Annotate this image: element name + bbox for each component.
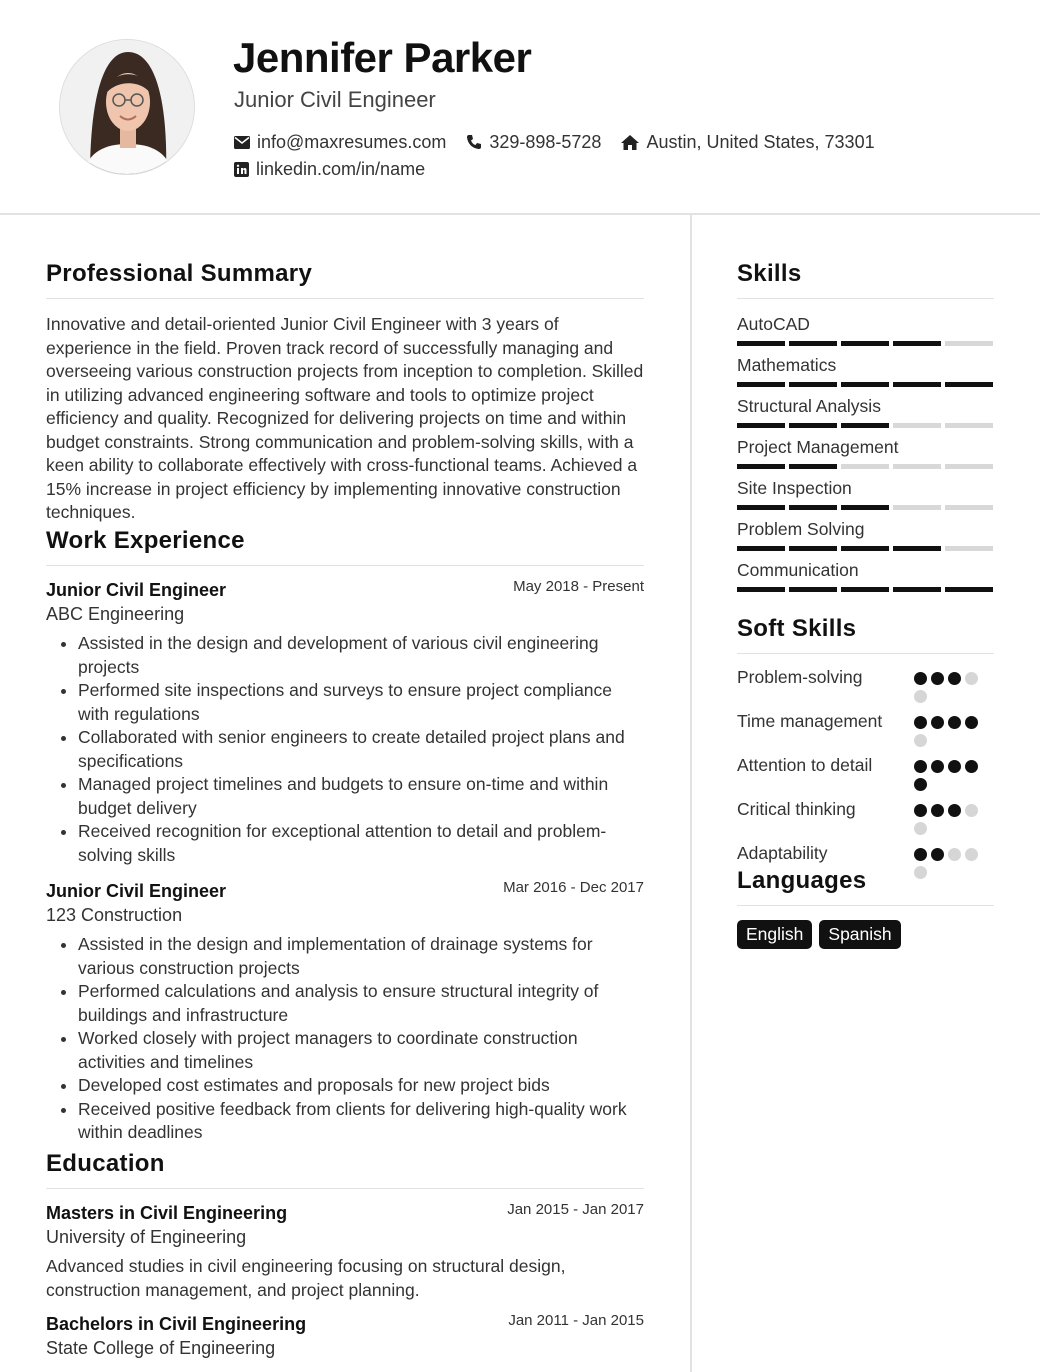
job-dates: May 2018 - Present bbox=[513, 578, 644, 595]
list-item: • Developed cost estimates and proposals for new project bids bbox=[78, 1074, 644, 1098]
skill-name: Mathematics bbox=[737, 355, 837, 375]
skill-level-segment bbox=[945, 587, 993, 592]
profile-photo-icon bbox=[60, 40, 195, 175]
skill-item bbox=[737, 396, 994, 428]
skill-item bbox=[737, 519, 994, 551]
list-item: • Worked closely with project managers to coordinate construction activities and timelines bbox=[78, 1027, 644, 1074]
skill-level-segment bbox=[737, 587, 785, 592]
column-divider bbox=[690, 215, 692, 1372]
skill-level-segment bbox=[945, 505, 993, 510]
soft-skill-rating bbox=[914, 710, 994, 747]
rating-dot bbox=[965, 760, 978, 773]
job-company: 123 Construction bbox=[46, 905, 183, 925]
skill-level-segment bbox=[789, 546, 837, 551]
linkedin-text: linkedin.com/in/name bbox=[256, 158, 426, 179]
skill-name: Project Management bbox=[737, 437, 899, 457]
location-contact bbox=[621, 132, 874, 153]
skill-level-segment bbox=[789, 464, 837, 469]
rating-dot bbox=[914, 760, 927, 773]
section-divider bbox=[46, 565, 644, 566]
linkedin-icon bbox=[234, 162, 249, 177]
rating-dot bbox=[965, 716, 978, 729]
skill-level-segment bbox=[737, 423, 785, 428]
skill-level-bar bbox=[737, 423, 994, 428]
candidate-name: Jennifer Parker bbox=[233, 34, 532, 81]
phone-icon bbox=[466, 134, 482, 150]
soft-skill-rating bbox=[914, 798, 994, 835]
list-item: • Received recognition for exceptional attention to detail and problem-solving skills bbox=[78, 820, 644, 867]
rating-dot bbox=[931, 716, 944, 729]
soft-skill-item bbox=[737, 666, 994, 703]
soft-skill-name: Problem-solving bbox=[737, 667, 863, 687]
rating-dot bbox=[948, 760, 961, 773]
skill-item bbox=[737, 478, 994, 510]
work-experience-section bbox=[46, 527, 644, 1145]
soft-skill-name: Adaptability bbox=[737, 843, 828, 863]
skill-item bbox=[737, 314, 994, 346]
section-heading: Skills bbox=[737, 260, 802, 287]
skills-list bbox=[737, 314, 994, 592]
degree-title: Masters in Civil Engineering bbox=[46, 1203, 288, 1223]
language-badge: English bbox=[737, 920, 812, 949]
rating-dot bbox=[914, 734, 927, 747]
rating-dot bbox=[914, 716, 927, 729]
skill-item bbox=[737, 355, 994, 387]
education-dates: Jan 2015 - Jan 2017 bbox=[507, 1201, 644, 1218]
skill-level-segment bbox=[789, 341, 837, 346]
soft-skills-section bbox=[737, 615, 994, 886]
skill-level-segment bbox=[893, 587, 941, 592]
languages-section bbox=[737, 867, 994, 949]
school-name: State College of Engineering bbox=[46, 1338, 276, 1358]
skill-name: Communication bbox=[737, 560, 859, 580]
email-contact[interactable] bbox=[234, 132, 446, 153]
skill-level-bar bbox=[737, 341, 994, 346]
section-divider bbox=[46, 1188, 644, 1189]
rating-dot bbox=[931, 848, 944, 861]
skill-level-segment bbox=[737, 341, 785, 346]
rating-dot bbox=[914, 822, 927, 835]
job-entry bbox=[46, 580, 644, 867]
skill-level-segment bbox=[737, 546, 785, 551]
education-section bbox=[46, 1150, 644, 1359]
phone-contact[interactable] bbox=[466, 132, 601, 153]
rating-dot bbox=[931, 672, 944, 685]
skill-level-bar bbox=[737, 464, 994, 469]
job-company: ABC Engineering bbox=[46, 604, 185, 624]
section-heading: Languages bbox=[737, 867, 867, 894]
education-entry bbox=[46, 1203, 644, 1302]
list-item: • Assisted in the design and development of various civil engineering projects bbox=[78, 632, 644, 679]
degree-title: Bachelors in Civil Engineering bbox=[46, 1314, 307, 1334]
candidate-title: Junior Civil Engineer bbox=[234, 87, 436, 112]
skill-level-segment bbox=[737, 382, 785, 387]
skill-level-segment bbox=[945, 423, 993, 428]
rating-dot bbox=[914, 672, 927, 685]
summary-text: Innovative and detail-oriented Junior Civil Engineer with 3 years of experience in the field. Proven track record of successfully managing and overseeing various construction projects from inception to completion. Skilled in utilizing advanced engineering software and tools to optimize project efficiency and quality. Recognized for delivering projects on time and within budget constraints. Strong communication and problem-solving skills, with a keen ability to collaborate effectively with cross-functional teams. Achieved a 15% increase in project efficiency by implementing innovative construction techniques. bbox=[46, 314, 644, 522]
skill-level-segment bbox=[737, 505, 785, 510]
list-item: • Performed site inspections and surveys to ensure project compliance with regulations bbox=[78, 679, 644, 726]
skill-level-segment bbox=[945, 382, 993, 387]
soft-skill-name: Attention to detail bbox=[737, 755, 873, 775]
education-entry bbox=[46, 1314, 644, 1359]
skill-level-segment bbox=[893, 341, 941, 346]
skill-level-segment bbox=[893, 464, 941, 469]
list-item: • Assisted in the design and implementation of drainage systems for various construction projects bbox=[78, 933, 644, 980]
section-divider bbox=[737, 905, 994, 906]
skill-level-segment bbox=[893, 546, 941, 551]
skill-level-segment bbox=[893, 423, 941, 428]
rating-dot bbox=[931, 804, 944, 817]
section-heading: Professional Summary bbox=[46, 260, 313, 287]
soft-skill-name: Time management bbox=[737, 711, 883, 731]
phone-text: 329-898-5728 bbox=[489, 131, 602, 152]
skill-level-segment bbox=[789, 587, 837, 592]
email-text: info@maxresumes.com bbox=[257, 131, 447, 152]
rating-dot bbox=[965, 848, 978, 861]
skill-name: Structural Analysis bbox=[737, 396, 881, 416]
skill-item bbox=[737, 437, 994, 469]
rating-dot bbox=[931, 760, 944, 773]
list-item: • Managed project timelines and budgets to ensure on-time and within budget delivery bbox=[78, 773, 644, 820]
location-text: Austin, United States, 73301 bbox=[646, 131, 875, 152]
skill-level-segment bbox=[841, 546, 889, 551]
skill-name: Site Inspection bbox=[737, 478, 852, 498]
section-heading: Education bbox=[46, 1150, 165, 1177]
section-heading: Soft Skills bbox=[737, 615, 857, 642]
soft-skill-item bbox=[737, 710, 994, 747]
languages-list bbox=[737, 920, 994, 949]
rating-dot bbox=[948, 672, 961, 685]
education-description: Advanced studies in civil engineering focusing on structural design, construction management, and project planning. bbox=[46, 1256, 566, 1300]
resume-header bbox=[0, 0, 1040, 215]
skill-level-segment bbox=[841, 464, 889, 469]
job-dates: Mar 2016 - Dec 2017 bbox=[503, 879, 644, 896]
rating-dot bbox=[914, 804, 927, 817]
section-heading: Work Experience bbox=[46, 527, 245, 554]
language-badge: Spanish bbox=[819, 920, 900, 949]
envelope-icon bbox=[234, 136, 250, 149]
skill-level-segment bbox=[945, 341, 993, 346]
school-name: University of Engineering bbox=[46, 1227, 247, 1247]
contact-info bbox=[234, 129, 895, 183]
soft-skill-item bbox=[737, 754, 994, 791]
professional-summary-section bbox=[46, 260, 644, 525]
skill-level-segment bbox=[789, 505, 837, 510]
soft-skill-item bbox=[737, 798, 994, 835]
section-divider bbox=[737, 653, 994, 654]
list-item: • Received positive feedback from clients for delivering high-quality work within deadlines bbox=[78, 1098, 644, 1145]
skill-level-segment bbox=[789, 382, 837, 387]
skill-level-bar bbox=[737, 587, 994, 592]
list-item: • Collaborated with senior engineers to create detailed project plans and specifications bbox=[78, 726, 644, 773]
rating-dot bbox=[948, 716, 961, 729]
rating-dot bbox=[948, 848, 961, 861]
soft-skills-list bbox=[737, 666, 994, 879]
skill-level-segment bbox=[893, 505, 941, 510]
skill-level-bar bbox=[737, 505, 994, 510]
skill-level-bar bbox=[737, 546, 994, 551]
skills-section bbox=[737, 260, 994, 601]
rating-dot bbox=[948, 804, 961, 817]
soft-skill-name: Critical thinking bbox=[737, 799, 856, 819]
section-divider bbox=[46, 298, 644, 299]
skill-level-bar bbox=[737, 382, 994, 387]
skill-level-segment bbox=[789, 423, 837, 428]
soft-skill-rating bbox=[914, 666, 994, 703]
list-item: • Performed calculations and analysis to ensure structural integrity of buildings and infrastructure bbox=[78, 980, 644, 1027]
rating-dot bbox=[965, 672, 978, 685]
skill-level-segment bbox=[841, 587, 889, 592]
job-title: Junior Civil Engineer bbox=[46, 881, 227, 901]
skill-level-segment bbox=[737, 464, 785, 469]
job-bullets bbox=[46, 933, 644, 1145]
job-entry bbox=[46, 881, 644, 1145]
soft-skill-rating bbox=[914, 754, 994, 791]
skill-name: Problem Solving bbox=[737, 519, 865, 539]
rating-dot bbox=[914, 690, 927, 703]
rating-dot bbox=[965, 804, 978, 817]
skill-name: AutoCAD bbox=[737, 314, 810, 334]
skill-level-segment bbox=[841, 341, 889, 346]
skill-level-segment bbox=[945, 464, 993, 469]
linkedin-contact[interactable] bbox=[234, 159, 425, 180]
home-icon bbox=[621, 135, 639, 150]
rating-dot bbox=[914, 778, 927, 791]
skill-level-segment bbox=[893, 382, 941, 387]
skill-level-segment bbox=[841, 423, 889, 428]
education-dates: Jan 2011 - Jan 2015 bbox=[508, 1312, 644, 1329]
job-title: Junior Civil Engineer bbox=[46, 580, 227, 600]
avatar bbox=[59, 39, 195, 175]
skill-item bbox=[737, 560, 994, 592]
rating-dot bbox=[914, 848, 927, 861]
skill-level-segment bbox=[945, 546, 993, 551]
skill-level-segment bbox=[841, 382, 889, 387]
skill-level-segment bbox=[841, 505, 889, 510]
section-divider bbox=[737, 298, 994, 299]
job-bullets bbox=[46, 632, 644, 867]
